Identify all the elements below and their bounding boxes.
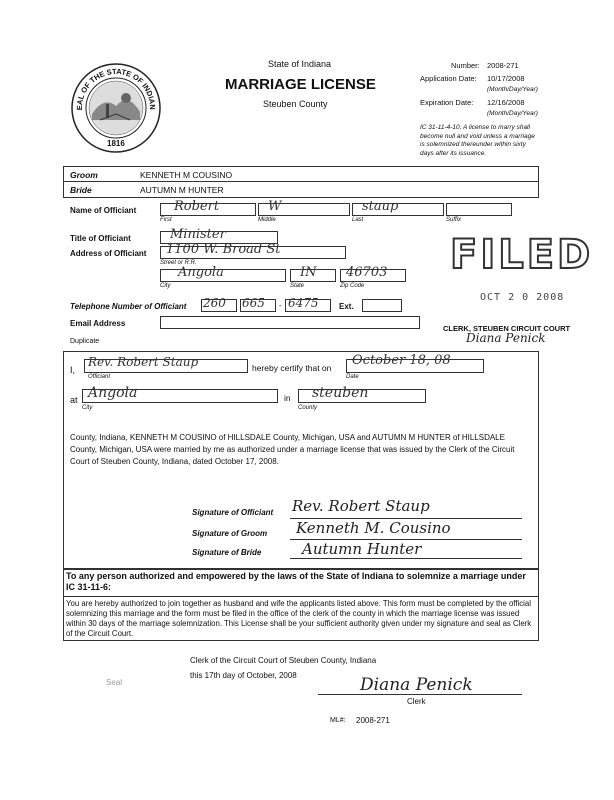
- email-label: Email Address: [70, 319, 126, 328]
- certificate-city-caption: City: [82, 405, 93, 411]
- certificate-date-hw: October 18, 08: [352, 353, 451, 368]
- officiant-phone-label: Telephone Number of Officiant: [70, 302, 187, 311]
- groom-name: KENNETH M COUSINO: [140, 170, 233, 180]
- officiant-last-hw: staup: [362, 199, 399, 214]
- authorization-body: You are hereby authorized to join together as husband and wife the applicants listed above. This form must be completed by the official solemnizing this marriage and the form must be filed in the office of the clerk of the county in which the marriage license was issued within 30 days of the marriage solemnization. This License shall be your sufficient authority given under my signature and seal as Clerk of the Circuit Court.: [66, 599, 532, 638]
- middle-caption: Middle: [258, 217, 276, 223]
- certificate-county-caption: County: [298, 405, 318, 411]
- application-date: 10/17/2008: [487, 74, 525, 83]
- certify-at-label: at: [70, 395, 78, 405]
- seal-label: Seal: [106, 678, 123, 687]
- officiant-title-label: Title of Officiant: [70, 234, 131, 243]
- certify-text: hereby certify that on: [252, 363, 332, 373]
- stamp-clerk: CLERK, STEUBEN CIRCUIT COURT: [443, 324, 571, 333]
- certify-i-label: I,: [70, 365, 76, 375]
- officiant-caption: Officiant: [88, 374, 111, 380]
- certify-in-label: in: [284, 393, 291, 403]
- sig-groom: Kenneth M. Cousino: [296, 519, 451, 537]
- sig-officiant-label: Signature of Officiant: [192, 508, 274, 517]
- clerk-label: Clerk: [407, 697, 426, 706]
- ext-label: Ext.: [339, 302, 354, 311]
- filed-stamp: FILED: [450, 232, 594, 278]
- certificate-city-hw: Angola: [88, 385, 138, 401]
- expiration-label: Expiration Date:: [420, 98, 474, 107]
- phone-ext-field[interactable]: [362, 299, 402, 312]
- license-number: 2008-271: [487, 61, 519, 70]
- certificate-officiant-hw: Rev. Robert Staup: [88, 355, 199, 369]
- sig-bride: Autumn Hunter: [302, 540, 422, 558]
- officiant-first-hw: Robert: [174, 199, 220, 214]
- sig-bride-label: Signature of Bride: [192, 548, 262, 557]
- officiant-city-hw: Angola: [178, 265, 224, 280]
- duplicate-label: Duplicate: [70, 338, 100, 345]
- ml-label: ML#:: [330, 717, 346, 724]
- groom-label: Groom: [70, 170, 98, 180]
- number-label: Number:: [451, 61, 480, 70]
- state-seal: [70, 62, 162, 154]
- zip-caption: Zip Code: [340, 283, 365, 289]
- seal-text: EAL OF THE STATE OF INDIAN: [74, 66, 158, 111]
- ml-number: 2008-271: [356, 716, 390, 725]
- date-caption: Date: [346, 374, 359, 380]
- sig-officiant: Rev. Robert Staup: [292, 497, 430, 515]
- bride-label: Bride: [70, 185, 92, 195]
- phone-prefix-hw: 665: [242, 296, 265, 310]
- officiant-suffix-field[interactable]: [446, 203, 512, 216]
- statute-note: IC 31-11-4-10, A license to marry shall become null and void unless a marriage is solemnized thereunder within sixty days after its issuance.: [420, 124, 535, 157]
- street-caption: Street or R.R.: [160, 260, 197, 266]
- phone-dash: -: [279, 301, 282, 310]
- officiant-street-hw: 1100 W. Broad St: [166, 242, 281, 257]
- last-caption: Last: [352, 217, 364, 223]
- officiant-title-hw: Minister: [170, 227, 226, 242]
- officiant-middle-hw: W: [268, 199, 282, 214]
- certificate-body: County, Indiana, KENNETH M COUSINO of HILLSDALE County, Michigan, USA and AUTUMN M HUNTER of HILLSDALE County, Michigan, USA were married by me as authorized under a marriage license that was issued by the Clerk of the Circuit Court of Steuben County, Indiana, dated October 17, 2008.: [70, 433, 515, 466]
- first-caption: First: [160, 217, 172, 223]
- certificate-county-hw: steuben: [312, 385, 369, 401]
- issue-day: this 17th day of October, 2008: [190, 671, 297, 680]
- page-title: MARRIAGE LICENSE: [225, 76, 376, 93]
- phone-area-hw: 260: [203, 296, 226, 310]
- officiant-zip-hw: 46703: [346, 265, 388, 280]
- expiration-date: 12/16/2008: [487, 98, 525, 107]
- clerk-signature: Diana Penick: [360, 675, 473, 695]
- bride-name: AUTUMN M HUNTER: [140, 185, 224, 195]
- application-date-format: (Month/Day/Year): [487, 86, 538, 93]
- city-caption: City: [160, 283, 171, 289]
- officiant-address-label: Address of Officiant: [70, 249, 147, 258]
- seal-year: 1816: [107, 139, 125, 148]
- authorization-heading: To any person authorized and empowered by the laws of the State of Indiana to solemnize a marriage under IC 31-11-6:: [66, 571, 526, 592]
- stamp-signature: Diana Penick: [466, 331, 546, 345]
- suffix-caption: Suffix: [446, 217, 462, 223]
- county-title: Steuben County: [263, 99, 328, 109]
- officiant-name-label: Name of Officiant: [70, 206, 137, 215]
- state-title: State of Indiana: [268, 59, 332, 69]
- parties-box: [63, 166, 539, 198]
- email-field[interactable]: [160, 316, 420, 329]
- state-caption: State: [290, 283, 305, 289]
- sig-groom-label: Signature of Groom: [192, 529, 268, 538]
- stamp-date: OCT 2 0 2008: [480, 292, 565, 303]
- expiration-date-format: (Month/Day/Year): [487, 110, 538, 117]
- officiant-state-hw: IN: [300, 265, 317, 280]
- application-label: Application Date:: [420, 74, 477, 83]
- phone-line-hw: 6475: [288, 296, 319, 310]
- clerk-of-court: Clerk of the Circuit Court of Steuben County, Indiana: [190, 656, 377, 665]
